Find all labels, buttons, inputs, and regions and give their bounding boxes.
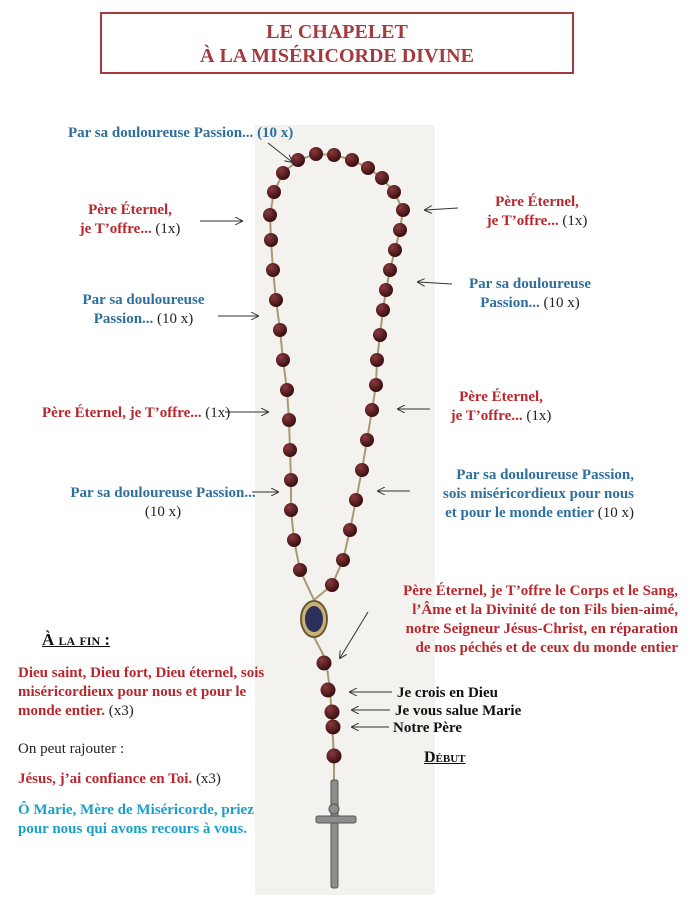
- rosary-bead: [269, 293, 283, 307]
- rosary-bead: [282, 413, 296, 427]
- rosary-cord: [270, 154, 403, 600]
- rosary-tail-bead: [325, 705, 340, 720]
- rosary-bead: [267, 185, 281, 199]
- label-credo: Je crois en Dieu: [397, 685, 498, 701]
- rosary-bead: [291, 153, 305, 167]
- rosary-tail-bead: [321, 683, 336, 698]
- medal-inner: [305, 606, 323, 632]
- rosary-bead: [376, 303, 390, 317]
- rosary-bead: [343, 523, 357, 537]
- rosary-bead: [370, 353, 384, 367]
- rosary-bead: [369, 378, 383, 392]
- rosary-tail-bead: [326, 720, 341, 735]
- rosary-bead: [293, 563, 307, 577]
- label-start: Début: [424, 749, 466, 766]
- rosary-tail-bead: [327, 749, 342, 764]
- rosary-bead: [393, 223, 407, 237]
- rosary-bead: [375, 171, 389, 185]
- rosary-bead: [345, 153, 359, 167]
- pointer-arrow: [268, 143, 292, 162]
- label-left-decade-2: Par sa douloureuse Passion... (10 x): [82, 292, 205, 327]
- rosary-bead: [325, 578, 339, 592]
- rosary-bead: [361, 161, 375, 175]
- rosary-tail-bead: [317, 656, 332, 671]
- rosary-bead: [287, 533, 301, 547]
- rosary-bead: [263, 208, 277, 222]
- rosary-bead: [355, 463, 369, 477]
- end-heading: À la fin :: [42, 630, 111, 649]
- label-offering-prayer: Père Éternel, je T’offre le Corps et le Sang, l’Âme et la Divinité de ton Fils bien-aimé, notre Seigneur Jésus-Christ, en réparation de nos péchés et de ceux du monde entier: [403, 583, 678, 656]
- label-left-decade-4: Par sa douloureuse Passion... (10 x): [70, 485, 256, 520]
- rosary-bead: [283, 443, 297, 457]
- rosary-bead: [280, 383, 294, 397]
- label-right-father-1: Père Éternel, je T’offre... (1x): [486, 194, 588, 229]
- pointer-arrow: [418, 282, 452, 284]
- rosary-bead: [309, 147, 323, 161]
- label-pater: Notre Père: [393, 720, 462, 736]
- rosary-bead: [387, 185, 401, 199]
- rosary-bead: [373, 328, 387, 342]
- rosary-bead: [276, 353, 290, 367]
- rosary-bead: [379, 283, 393, 297]
- end-prayer: Dieu saint, Dieu fort, Dieu éternel, sois miséricordieux pour nous et pour le monde entier. (x3): [18, 665, 265, 719]
- label-ave: Je vous salue Marie: [395, 703, 522, 719]
- marie-prayer: Ô Marie, Mère de Miséricorde, priez pour nous qui avons recours à vous.: [18, 802, 254, 837]
- rosary-bead: [336, 553, 350, 567]
- title-line-2: À LA MISÉRICORDE DIVINE: [200, 45, 474, 67]
- rosary-bead: [266, 263, 280, 277]
- rosary-bead: [383, 263, 397, 277]
- rosary-bead: [327, 148, 341, 162]
- label-left-father-1: Père Éternel, je T’offre... (1x): [79, 202, 181, 237]
- rosary-bead: [284, 473, 298, 487]
- rosary-bead: [264, 233, 278, 247]
- rosary-bead: [273, 323, 287, 337]
- label-top-decade: Par sa douloureuse Passion... (10 x): [68, 125, 294, 141]
- rosary-bead: [396, 203, 410, 217]
- rosary-bead: [388, 243, 402, 257]
- pointer-arrow: [425, 208, 458, 210]
- crucifix-icon: [316, 780, 356, 888]
- label-right-decade-2: Par sa douloureuse Passion... (10 x): [469, 276, 591, 311]
- rosary-bead: [284, 503, 298, 517]
- label-left-father-3: Père Éternel, je T’offre... (1x): [42, 405, 231, 421]
- title-line-1: LE CHAPELET: [266, 21, 408, 43]
- jesus-prayer: Jésus, j’ai confiance en Toi. (x3): [18, 771, 221, 787]
- rosary-bead: [360, 433, 374, 447]
- rosary-bead: [365, 403, 379, 417]
- label-right-decade-4: Par sa douloureuse Passion, sois miséricordieux pour nous et pour le monde entier (10 x): [443, 467, 634, 521]
- can-add-text: On peut rajouter :: [18, 741, 125, 757]
- rosary-bead: [276, 166, 290, 180]
- label-right-father-3: Père Éternel, je T’offre... (1x): [450, 389, 552, 424]
- rosary-bead: [349, 493, 363, 507]
